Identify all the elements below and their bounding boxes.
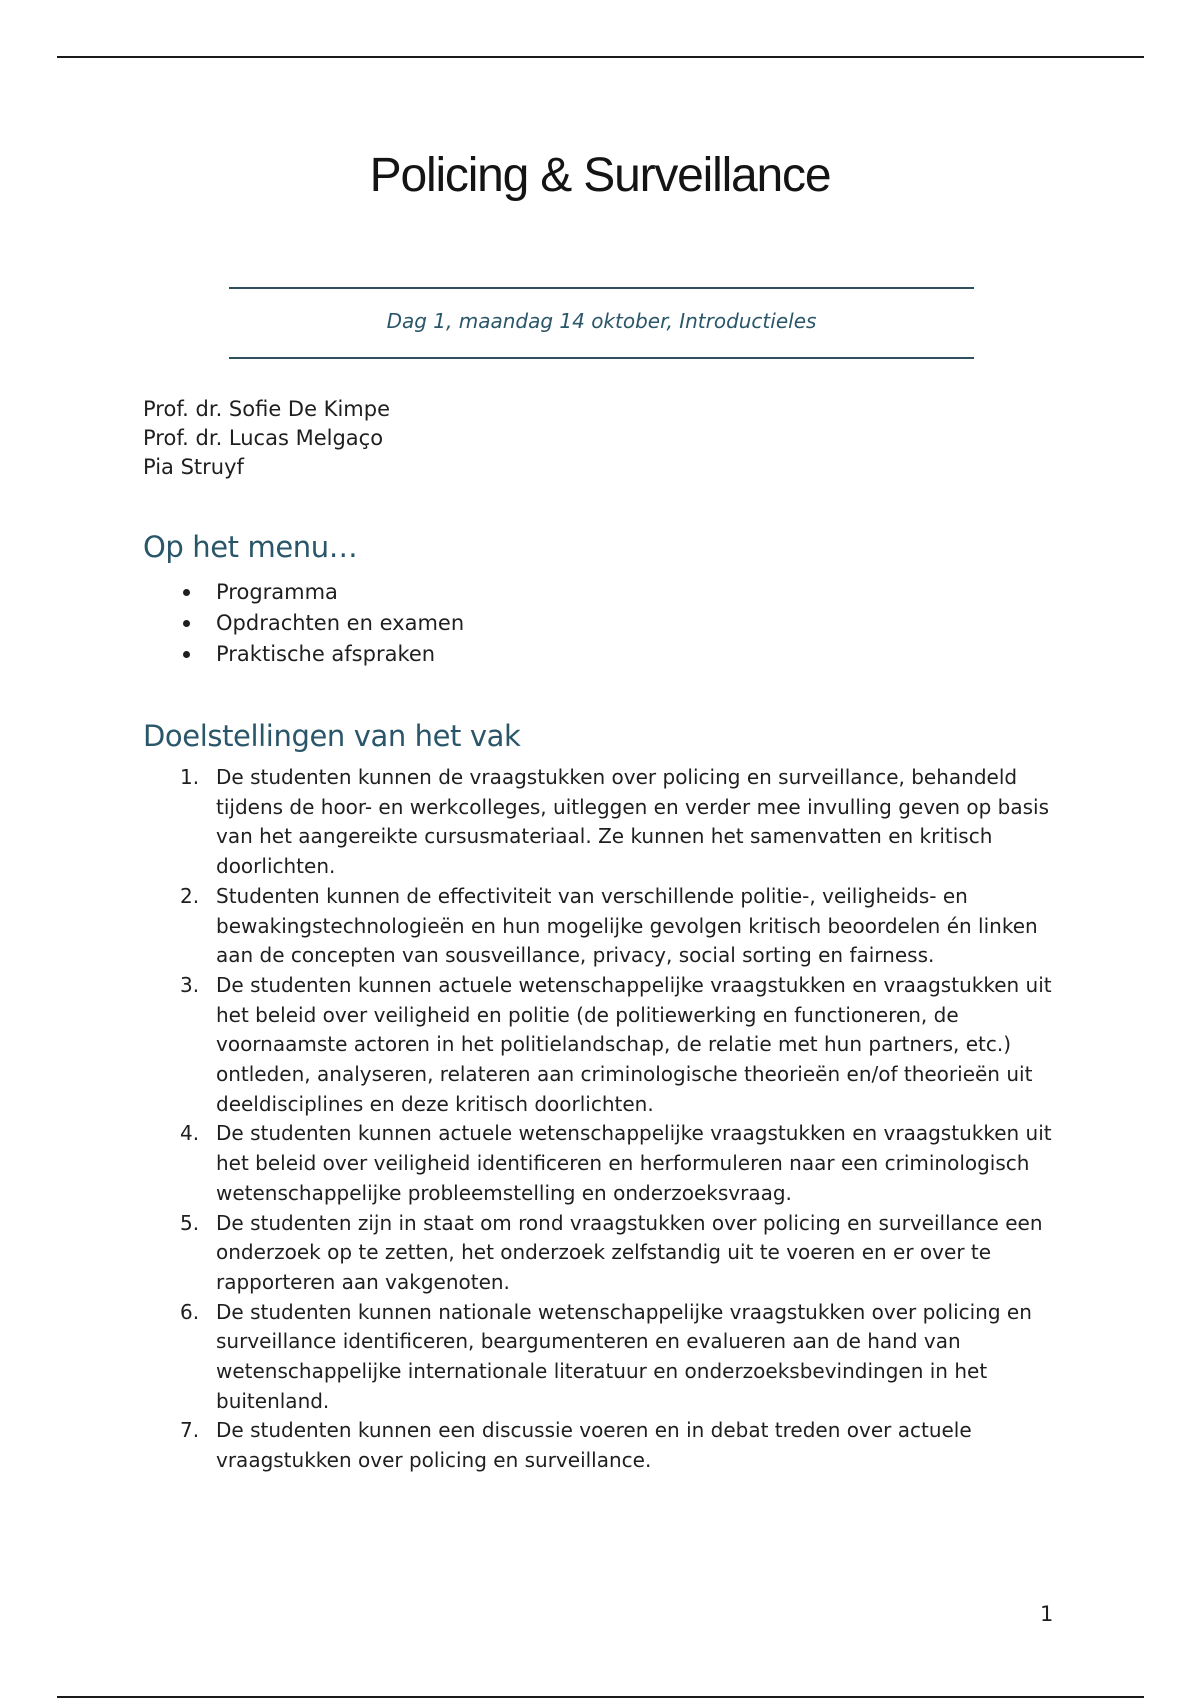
list-item-text: Praktische afspraken <box>216 642 436 666</box>
goals-heading: Doelstellingen van het vak <box>143 719 521 753</box>
list-item-number: 7. <box>180 1418 200 1443</box>
bullet-icon <box>183 589 190 596</box>
author-name: Prof. dr. Sofie De Kimpe <box>143 397 390 421</box>
subtitle-top-rule <box>229 287 974 289</box>
list-item-text: De studenten kunnen een discussie voeren en in debat treden over actuele vraagstukken over policing en surveillance. <box>216 1418 972 1473</box>
list-item <box>143 971 1073 1120</box>
subtitle-bottom-rule <box>229 357 974 359</box>
menu-list <box>143 577 464 670</box>
list-item-number: 4. <box>180 1121 200 1146</box>
list-item-text: Studenten kunnen de effectiviteit van verschillende politie-, veiligheids- en bewakingstechnologieën en hun mogelijke gevolgen kritisch beoordelen én linken aan de concepten van sousveillance, privacy, social sorting en fairness. <box>216 883 1038 968</box>
menu-heading: Op het menu… <box>143 530 358 564</box>
page-bottom-rule <box>57 1696 1144 1698</box>
list-item <box>143 1416 1073 1475</box>
bullet-icon <box>183 651 190 658</box>
list-item-text: Opdrachten en examen <box>216 611 465 635</box>
list-item <box>143 882 1073 971</box>
list-item-text: De studenten kunnen actuele wetenschappelijke vraagstukken en vraagstukken uit het beleid over veiligheid en politie (de politiewerking en functioneren, de voornaamste actoren in het politielandschap, de relatie met hun partners, etc.) ontleden, analyseren, relateren aan criminologische theorieën en/of theorieën uit deeldisciplines en deze kritisch doorlichten. <box>216 972 1052 1116</box>
authors-block <box>143 395 390 482</box>
list-item-text: De studenten kunnen actuele wetenschappelijke vraagstukken en vraagstukken uit het beleid over veiligheid identificeren en herformuleren naar een criminologisch wetenschappelijke probleemstelling en onderzoeksvraag. <box>216 1121 1052 1205</box>
list-item-number: 1. <box>180 765 200 789</box>
list-item <box>143 577 464 608</box>
author-name: Prof. dr. Lucas Melgaço <box>143 426 384 450</box>
list-item-number: 6. <box>180 1299 200 1324</box>
page-top-rule <box>57 56 1144 58</box>
list-item-number: 2. <box>180 883 200 908</box>
page-number: 1 <box>1040 1602 1054 1626</box>
list-item <box>143 639 464 670</box>
list-item-number: 3. <box>180 972 200 997</box>
bullet-icon <box>183 620 190 627</box>
list-item-text: De studenten zijn in staat om rond vraagstukken over policing en surveillance een onderzoek op te zetten, het onderzoek zelfstandig uit te voeren en er over te rapporteren aan vakgenoten. <box>216 1210 1043 1294</box>
list-item <box>143 1298 1073 1417</box>
list-item-text: De studenten kunnen de vraagstukken over policing en surveillance, behandeld tijdens de hoor- en werkcolleges, uitleggen en verder mee invulling geven op basis van het aangereikte cursusmateriaal. Ze kunnen het samenvatten en kritisch doorlichten. <box>216 765 1050 879</box>
list-item-text: De studenten kunnen nationale wetenschappelijke vraagstukken over policing en surveillance identificeren, beargumenteren en evalueren aan de hand van wetenschappelijke internationale literatuur en onderzoeksbevindingen in het buitenland. <box>216 1299 1032 1413</box>
document-title: Policing & Surveillance <box>369 149 831 202</box>
list-item-number: 5. <box>180 1210 200 1235</box>
goals-list <box>143 763 1073 1476</box>
author-name: Pia Struyf <box>143 455 244 479</box>
list-item <box>143 1209 1073 1298</box>
list-item <box>143 1119 1073 1208</box>
list-item <box>143 608 464 639</box>
list-item-text: Programma <box>216 580 338 604</box>
document-subtitle: Dag 1, maandag 14 oktober, Introductieles <box>386 309 817 333</box>
list-item <box>143 763 1073 882</box>
